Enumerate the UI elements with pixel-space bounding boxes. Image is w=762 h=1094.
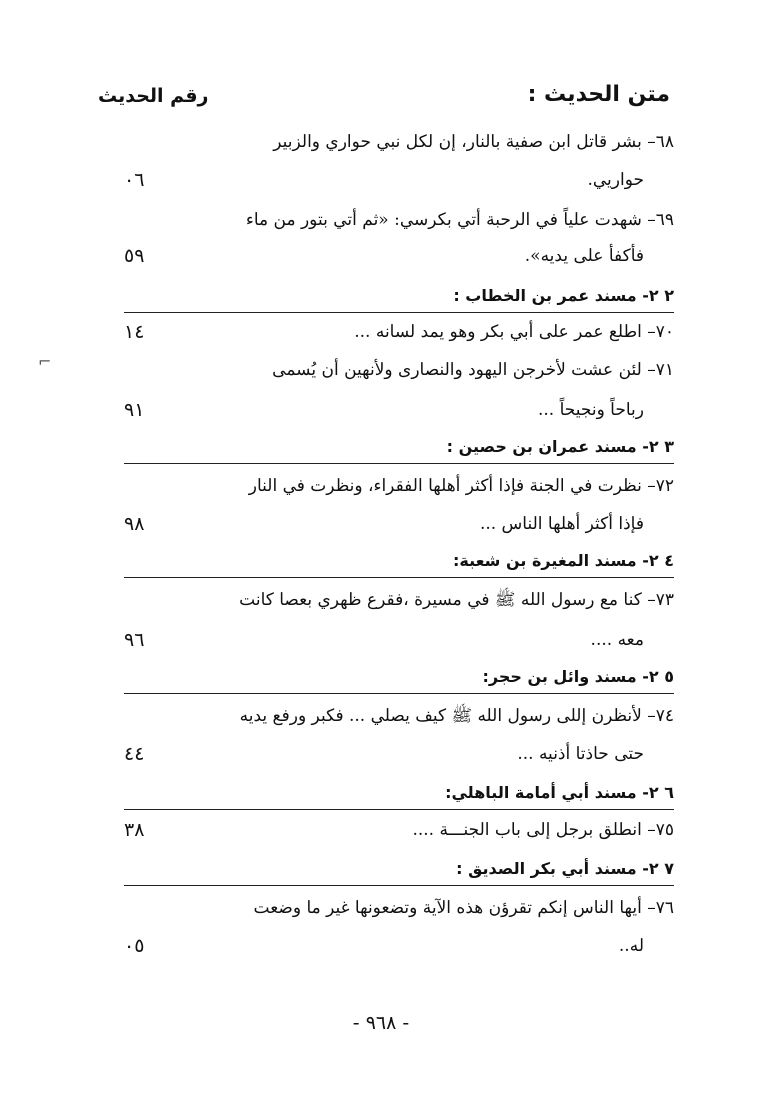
- page-number: - ٩٦٨ -: [352, 1012, 410, 1034]
- hadith-71-line-1: ٧١– لئن عشت لأخرجن اليهود والنصارى ولأنهين أن يُسمى: [272, 360, 674, 380]
- number-column-header: رقم الحديث: [98, 85, 209, 107]
- section-heading-abu-bakr: ٧ ٢- مسند أبي بكر الصديق :: [456, 859, 674, 878]
- hadith-69-line-2: فأكفأ على يديه».: [524, 246, 644, 266]
- section-heading-abu-umama: ٦ ٢- مسند أبي أمامة الباهلي:: [445, 783, 674, 802]
- hadith-71-line-2: رباحاً ونجيحاً ...: [537, 400, 644, 420]
- section-heading-wail: ٥ ٢- مسند وائل بن حجر:: [482, 667, 674, 686]
- section-divider: [124, 577, 674, 578]
- hadith-68-number: ٠٦: [124, 169, 145, 191]
- hadith-72-line-1: ٧٢– نظرت في الجنة فإذا أكثر أهلها الفقراء، ونظرت في النار: [248, 476, 674, 496]
- margin-mark: ⌐: [38, 352, 52, 371]
- hadith-73-number: ٩٦: [124, 629, 145, 651]
- hadith-68-line-2: حواريي.: [587, 170, 644, 190]
- hadith-70-line-1: ٧٠– اطلع عمر على أبي بكر وهو يمد لسانه ...: [354, 322, 674, 342]
- hadith-71-number: ٩١: [124, 399, 145, 421]
- hadith-76-line-1: ٧٦– أيها الناس إنكم تقرؤن هذه الآية وتضعونها غير ما وضعت: [253, 898, 674, 918]
- hadith-74-line-1: ٧٤– لأنظرن إللى رسول الله ﷺ كيف يصلي ... فكبر ورفع يديه: [239, 706, 674, 726]
- text-column-header: متن الحديث :: [527, 82, 670, 107]
- hadith-72-number: ٩٨: [124, 513, 145, 535]
- section-divider: [124, 693, 674, 694]
- hadith-75-line-1: ٧٥– انطلق برجل إلى باب الجنـــة ....: [412, 820, 674, 840]
- hadith-75-number: ٣٨: [124, 819, 145, 841]
- hadith-72-line-2: فإذا أكثر أهلها الناس ...: [479, 514, 644, 534]
- section-heading-mughira: ٤ ٢- مسند المغيرة بن شعبة:: [453, 551, 674, 570]
- hadith-76-line-2: له..: [618, 936, 644, 956]
- hadith-69-line-1: ٦٩– شهدت علياً في الرحبة أتي بكرسي: «ثم أتي بتور من ماء: [245, 210, 674, 230]
- hadith-74-line-2: حتى حاذتا أذنيه ...: [517, 744, 644, 764]
- hadith-76-number: ٠٥: [124, 935, 145, 957]
- section-divider: [124, 885, 674, 886]
- section-heading-umar: ٢ ٢- مسند عمر بن الخطاب :: [453, 286, 674, 305]
- section-divider: [124, 463, 674, 464]
- hadith-74-number: ٤٤: [124, 743, 145, 765]
- hadith-73-line-2: معه ....: [590, 630, 644, 650]
- hadith-73-line-1: ٧٣– كنا مع رسول الله ﷺ في مسيرة ،فقرع ظهري بعصا كانت: [239, 590, 674, 610]
- hadith-69-number: ٥٩: [124, 245, 145, 267]
- hadith-70-number: ١٤: [124, 321, 145, 343]
- hadith-68-line-1: ٦٨– بشر قاتل ابن صفية بالنار، إن لكل نبي حواري والزبير: [273, 132, 674, 152]
- section-divider: [124, 312, 674, 313]
- section-heading-imran: ٣ ٢- مسند عمران بن حصين :: [446, 437, 674, 456]
- section-divider: [124, 809, 674, 810]
